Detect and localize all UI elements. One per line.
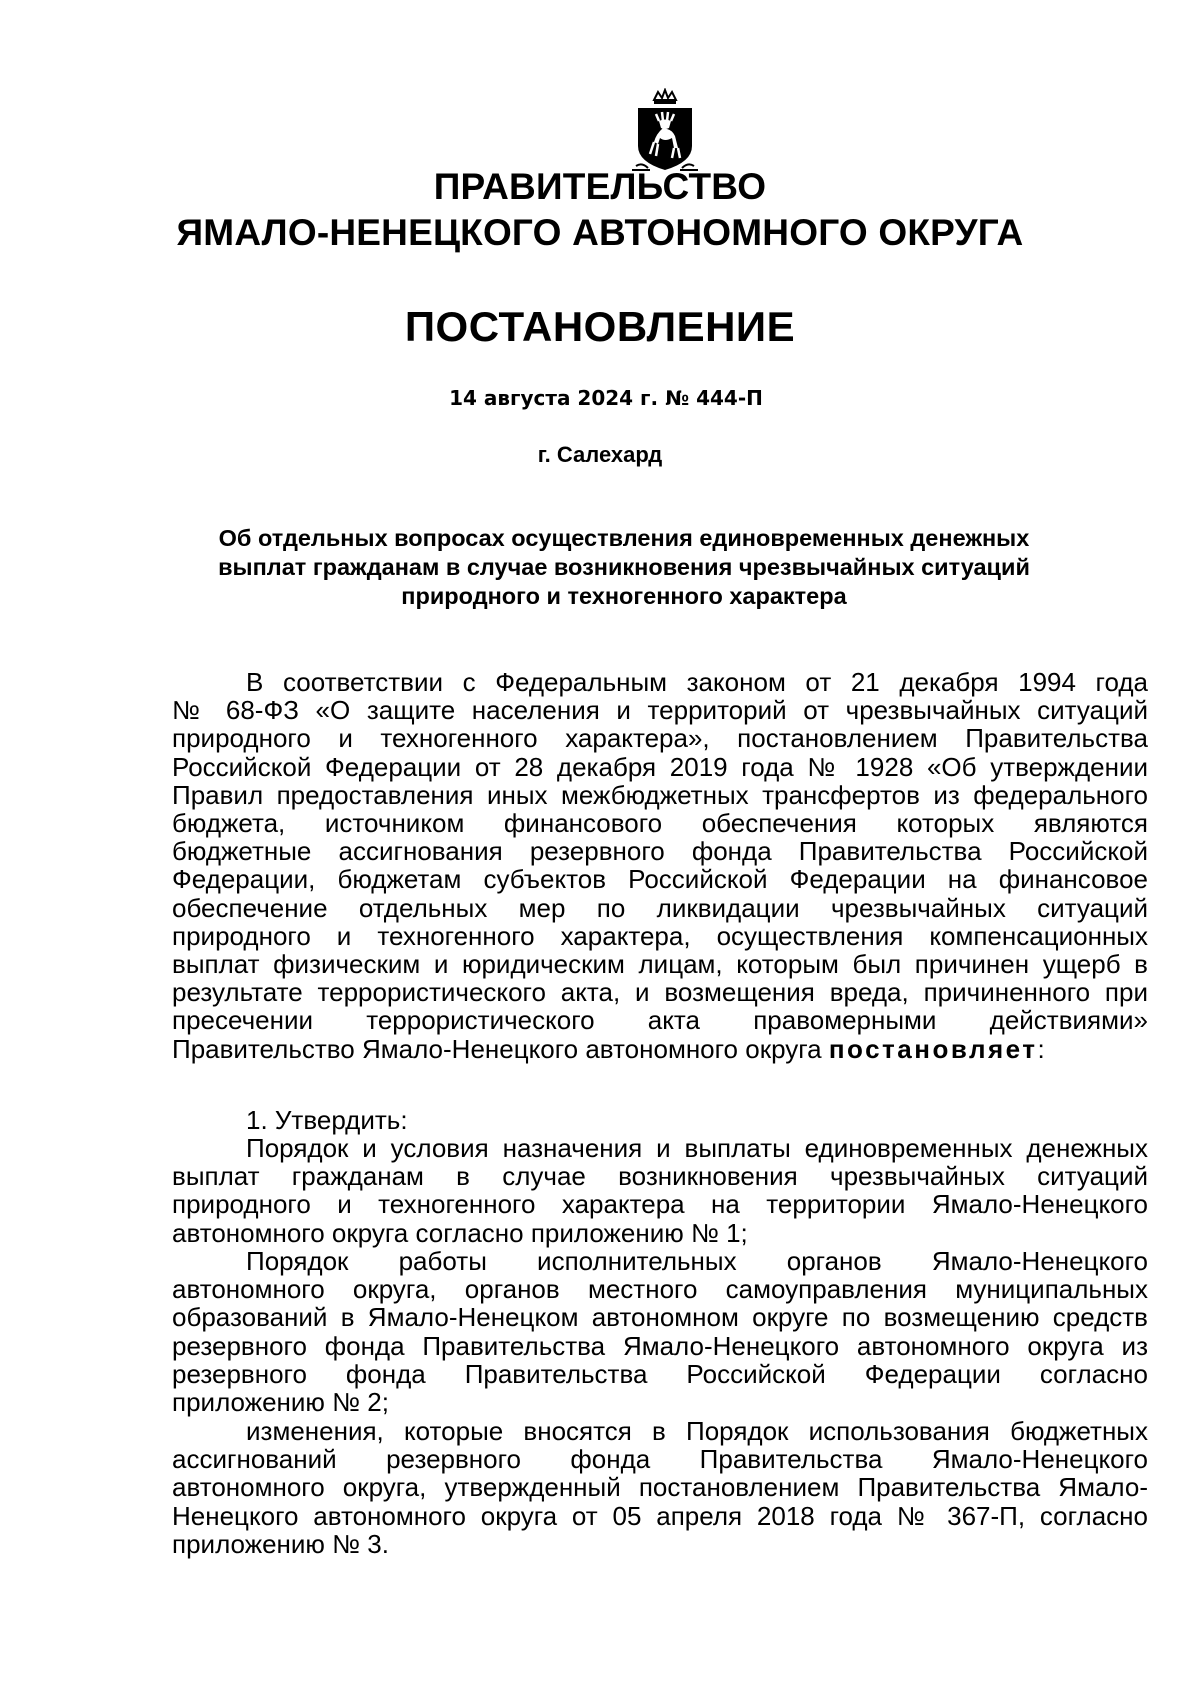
resolution-keyword: постановляет [828, 1033, 1038, 1064]
resolution-text: Правительство Ямало-Ненецкого автономного округа [172, 1033, 829, 1064]
paragraph-line: выплат гражданам в случае возникновения чрезвычайных ситуаций [172, 1161, 1148, 1192]
paragraph-line: Правил предоставления иных межбюджетных трансфертов из федерального [172, 779, 1148, 810]
paragraph-line: Порядок работы исполнительных органов Ямало-Ненецкого [246, 1246, 1148, 1276]
heading-line: выплат гражданам в случае возникновения чрезвычайных ситуаций [218, 554, 1030, 580]
government-name-line-1: ПРАВИТЕЛЬСТВО [433, 166, 767, 207]
paragraph-line: резервного фонда Правительства Российской Федерации согласно [172, 1358, 1148, 1389]
paragraph-line: Федерации, бюджетам субъектов Российской Федерации на финансовое [172, 864, 1148, 895]
paragraph-line: образований в Ямало-Ненецком автономном округе по возмещению средств [172, 1302, 1148, 1333]
paragraph-line: результате террористического акта, и возмещения вреда, причиненного при [172, 977, 1148, 1008]
paragraph-line: бюджета, источником финансового обеспечения которых являются [172, 808, 1148, 839]
paragraph-line: природного и техногенного характера, осуществления компенсационных [172, 920, 1148, 951]
item-1-paragraph-1 [172, 1134, 1148, 1247]
paragraph-line: Ненецкого автономного округа от 05 апреля 2018 года № 367-П, согласно [172, 1500, 1148, 1531]
item-1-paragraph-2 [172, 1247, 1148, 1416]
paragraph-line: изменения, которые вносятся в Порядок использования бюджетных [246, 1416, 1148, 1446]
paragraph-line: обеспечение отдельных мер по ликвидации чрезвычайных ситуаций [172, 892, 1148, 923]
resolution-colon: : [1037, 1033, 1045, 1064]
paragraph-line: приложению № 2; [172, 1387, 389, 1418]
heading-line: природного и техногенного характера [401, 583, 847, 609]
heading-line: Об отдельных вопросах осуществления единовременных денежных [218, 525, 1030, 551]
document-heading [188, 524, 1060, 611]
document-city: г. Салехард [537, 442, 663, 467]
preamble-paragraph [172, 668, 1148, 1063]
paragraph-line: Российской Федерации от 28 декабря 2019 года № 1928 «Об утверждении [172, 751, 1148, 782]
paragraph-line: пресечении террористического акта правомерными действиями» [172, 1005, 1148, 1036]
paragraph-line: автономного округа, утвержденный постановлением Правительства Ямало- [172, 1472, 1148, 1503]
paragraph-line: В соответствии с Федеральным законом от 21 декабря 1994 года [246, 667, 1148, 697]
document-date-number: 14 августа 2024 г. № 444-П [449, 386, 763, 410]
paragraph-line: резервного фонда Правительства Ямало-Ненецкого автономного округа из [172, 1330, 1148, 1361]
paragraph-line: выплат физическим и юридическим лицам, которым был причинен ущерб в [172, 949, 1148, 980]
paragraph-line: природного и техногенного характера на территории Ямало-Ненецкого [172, 1189, 1148, 1220]
paragraph-line: бюджетные ассигнования резервного фонда Правительства Российской [172, 836, 1148, 867]
paragraph-line: Порядок и условия назначения и выплаты единовременных денежных [246, 1133, 1148, 1163]
item-1-title [172, 1106, 1148, 1134]
paragraph-line: 1. Утвердить: [246, 1105, 408, 1135]
item-1-paragraph-3 [172, 1417, 1148, 1558]
paragraph-line: природного и техногенного характера», постановлением Правительства [172, 723, 1148, 754]
paragraph-line: приложению № 3. [172, 1528, 389, 1559]
paragraph-line [172, 1035, 1148, 1063]
document-type: ПОСТАНОВЛЕНИЕ [404, 303, 796, 350]
government-name-line-2: ЯМАЛО-НЕНЕЦКОГО АВТОНОМНОГО ОКРУГА [176, 212, 1024, 253]
paragraph-line: № 68-ФЗ «О защите населения и территорий от чрезвычайных ситуаций [172, 695, 1148, 726]
paragraph-line: автономного округа, органов местного самоуправления муниципальных [172, 1274, 1148, 1305]
paragraph-line: автономного округа согласно приложению № 1; [172, 1217, 748, 1248]
yamal-coat-of-arms-icon [632, 88, 698, 174]
paragraph-line: ассигнований резервного фонда Правительства Ямало-Ненецкого [172, 1444, 1148, 1475]
